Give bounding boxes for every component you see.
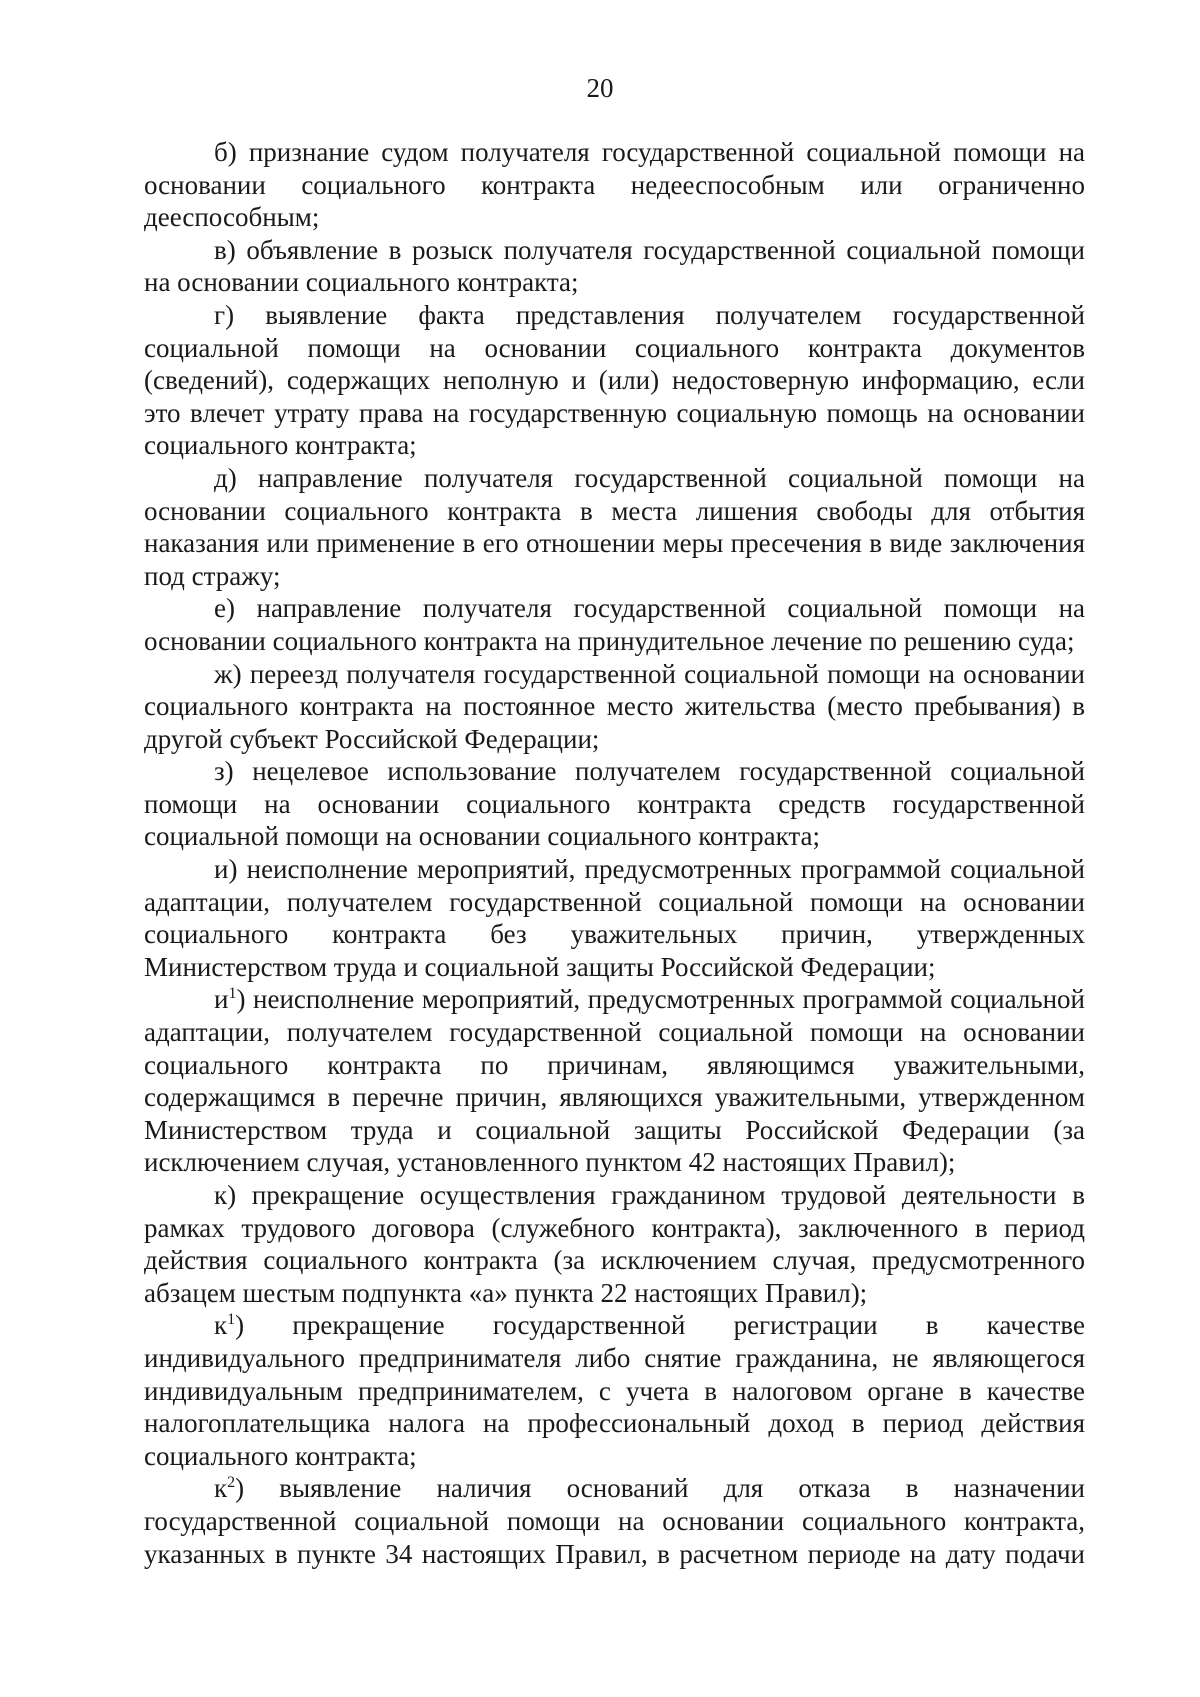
item-marker: з) [214, 756, 234, 787]
paragraph-text: нецелевое использование получателем государственной социальной помощи на основании социального контракта средств государственной социальной помощи на основании социального контракта; [144, 756, 1085, 852]
document-body [144, 136, 1085, 1570]
paragraph-i1 [144, 983, 1085, 1179]
paragraph-text: прекращение государственной регистрации в качестве индивидуального предпринимателя либо снятие гражданина, не являющегося индивидуальным предпринимателем, с учета в налоговом органе в качестве налогоплательщика налога на профессиональный доход в период действия социального контракта; [144, 1310, 1086, 1471]
paragraph-text: выявление факта представления получателем государственной социальной помощи на основании социального контракта документов (сведений), содержащих неполную и (или) недостоверную информацию, если это влечет утрату права на государственную социальную помощь на основании социального контракта; [144, 299, 1085, 461]
paragraph-k [144, 1179, 1085, 1309]
item-marker: е) [214, 593, 235, 624]
paragraph-k1 [144, 1309, 1085, 1472]
item-marker: к [214, 1310, 228, 1341]
item-marker-close: ) [236, 984, 246, 1015]
paragraph-k2 [144, 1472, 1085, 1570]
paragraph-i [144, 853, 1085, 983]
paragraph-e [144, 592, 1085, 657]
item-marker: и) [214, 854, 238, 885]
item-marker-superscript: 1 [227, 1311, 236, 1329]
item-marker: д) [214, 462, 237, 493]
item-marker: б) [214, 137, 237, 167]
paragraph-text: направление получателя государственной социальной помощи на основании социального контракта на принудительное лечение по решению суда; [144, 593, 1085, 656]
item-marker-superscript: 2 [227, 1474, 236, 1492]
item-marker: к [214, 1473, 228, 1504]
paragraph-text: неисполнение мероприятий, предусмотренных программой социальной адаптации, получателем государственной социальной помощи на основании социального контракта по причинам, являющимся уважительными, содержащимся в перечне причин, являющихся уважительными, утвержденном Министерством труда и социальной защиты Российской Федерации (за исключением случая, установленного пунктом 42 настоящих Правил); [144, 984, 1085, 1178]
item-marker-superscript: 1 [228, 985, 237, 1003]
item-marker: в) [214, 234, 236, 265]
paragraph-v [144, 234, 1085, 299]
paragraph-z [144, 755, 1085, 853]
item-marker: ж) [214, 658, 242, 689]
paragraph-text: выявление наличия оснований для отказа в назначении государственной социальной помощи на основании социального контракта, указанных в пункте 34 настоящих Правил, в расчетном периоде на дату подачи [144, 1473, 1086, 1569]
paragraph-text: прекращение осуществления гражданином трудовой деятельности в рамках трудового договора (служебного контракта), заключенного в период действия социального контракта (за исключением случая, предусмотренного абзацем шестым подпункта «а» пункта 22 настоящих Правил); [144, 1180, 1085, 1308]
item-marker: г) [214, 299, 235, 330]
paragraph-zh [144, 658, 1085, 756]
paragraph-d [144, 462, 1085, 592]
paragraph-text: переезд получателя государственной социальной помощи на основании социального контракта на постоянное место жительства (место пребывания) в другой субъект Российской Федерации; [144, 658, 1086, 754]
paragraph-text: объявление в розыск получателя государственной социальной помощи на основании социального контракта; [144, 234, 1086, 298]
paragraph-text: направление получателя государственной социальной помощи на основании социального контракта в места лишения свободы для отбытия наказания или применение в его отношении меры пресечения в виде заключения под стражу; [144, 462, 1085, 591]
item-marker-close: ) [235, 1310, 245, 1341]
item-marker: к) [214, 1180, 237, 1210]
paragraph-b [144, 136, 1085, 234]
item-marker-close: ) [235, 1473, 245, 1504]
item-marker: и [214, 984, 229, 1015]
paragraph-text: неисполнение мероприятий, предусмотренных программой социальной адаптации, получателем государственной социальной помощи на основании социального контракта без уважительных причин, утвержденных Министерством труда и социальной защиты Российской Федерации; [144, 854, 1085, 982]
page-number: 20 [586, 73, 614, 103]
paragraph-g [144, 299, 1085, 462]
paragraph-text: признание судом получателя государственной социальной помощи на основании социального контракта недееспособным или ограниченно дееспособным; [144, 137, 1085, 233]
